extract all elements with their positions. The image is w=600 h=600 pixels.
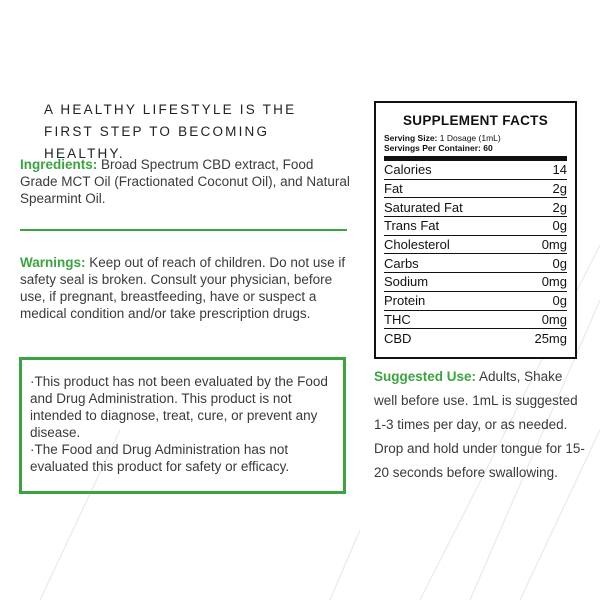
ingredients-text: Broad Spectrum CBD extract, Food Grade MCT Oil (Fractionated Coconut Oil), and Natural Spearmint Oil.: [20, 157, 350, 206]
suggested-use-section: [374, 365, 589, 485]
serving-size-value: 1 Dosage (1mL): [439, 133, 501, 143]
nutrient-name: Carbs: [384, 255, 419, 271]
serving-info: [376, 133, 575, 153]
facts-row: [384, 236, 567, 255]
nutrient-value: 0mg: [541, 311, 567, 327]
nutrient-value: 25mg: [534, 331, 567, 347]
servings-per-container-label: Servings Per Container:: [384, 143, 481, 153]
facts-row: [384, 161, 567, 180]
facts-row: [384, 180, 567, 199]
ingredients-section: [20, 156, 350, 207]
servings-per-container-value: 60: [483, 143, 493, 153]
warnings-label: Warnings:: [20, 255, 86, 270]
ingredients-label: Ingredients:: [20, 157, 98, 172]
nutrient-name: Trans Fat: [384, 218, 440, 234]
facts-row: [384, 254, 567, 273]
nutrient-name: Protein: [384, 293, 426, 309]
nutrient-name: Calories: [384, 162, 432, 178]
fda-disclaimer-box: [19, 357, 346, 494]
facts-row: [384, 311, 567, 330]
nutrient-value: 0g: [552, 218, 567, 234]
nutrient-name: CBD: [384, 331, 412, 347]
nutrient-name: Sodium: [384, 274, 429, 290]
nutrient-value: 0mg: [541, 237, 567, 253]
nutrient-value: 0g: [552, 255, 567, 271]
facts-row: [384, 292, 567, 311]
tagline: A HEALTHY LIFESTYLE IS THE FIRST STEP TO BECOMING HEALTHY.: [44, 102, 297, 161]
facts-row: [384, 198, 567, 217]
facts-row: [384, 217, 567, 236]
nutrient-name: Fat: [384, 181, 403, 197]
supplement-facts-panel: [374, 101, 577, 359]
nutrient-value: 14: [552, 162, 567, 178]
supplement-facts-title: SUPPLEMENT FACTS: [402, 113, 549, 128]
suggested-use-label: Suggested Use:: [374, 369, 477, 384]
disclaimer-line-2: ·The Food and Drug Administration has not evaluated this product for safety or efficacy.: [30, 442, 290, 474]
suggested-use-text: Adults, Shake well before use. 1mL is suggested 1-3 times per day, or as needed. Drop and hold under tongue for 15-20 seconds before swallowing.: [374, 369, 585, 480]
section-divider: [20, 229, 347, 231]
nutrient-name: Saturated Fat: [384, 199, 463, 215]
serving-size: [384, 133, 567, 143]
facts-row: [384, 329, 567, 348]
warnings-text: Keep out of reach of children. Do not use if safety seal is broken. Consult your physician, before use, if pregnant, breastfeeding, have or suspect a medical condition and/or take prescription drugs.: [20, 255, 346, 321]
nutrient-value: 0mg: [541, 274, 567, 290]
nutrient-name: Cholesterol: [384, 237, 450, 253]
nutrient-value: 0g: [552, 293, 567, 309]
facts-rows: [376, 161, 575, 348]
serving-size-label: Serving Size:: [384, 133, 438, 143]
facts-row: [384, 273, 567, 292]
servings-per-container: [384, 143, 567, 153]
nutrient-name: THC: [384, 311, 411, 327]
warnings-section: [20, 254, 350, 322]
disclaimer-line-1: ·This product has not been evaluated by the Food and Drug Administration. This product is not intended to diagnose, treat, cure, or prevent any disease.: [30, 374, 328, 440]
nutrient-value: 2g: [552, 181, 567, 197]
nutrient-value: 2g: [552, 199, 567, 215]
